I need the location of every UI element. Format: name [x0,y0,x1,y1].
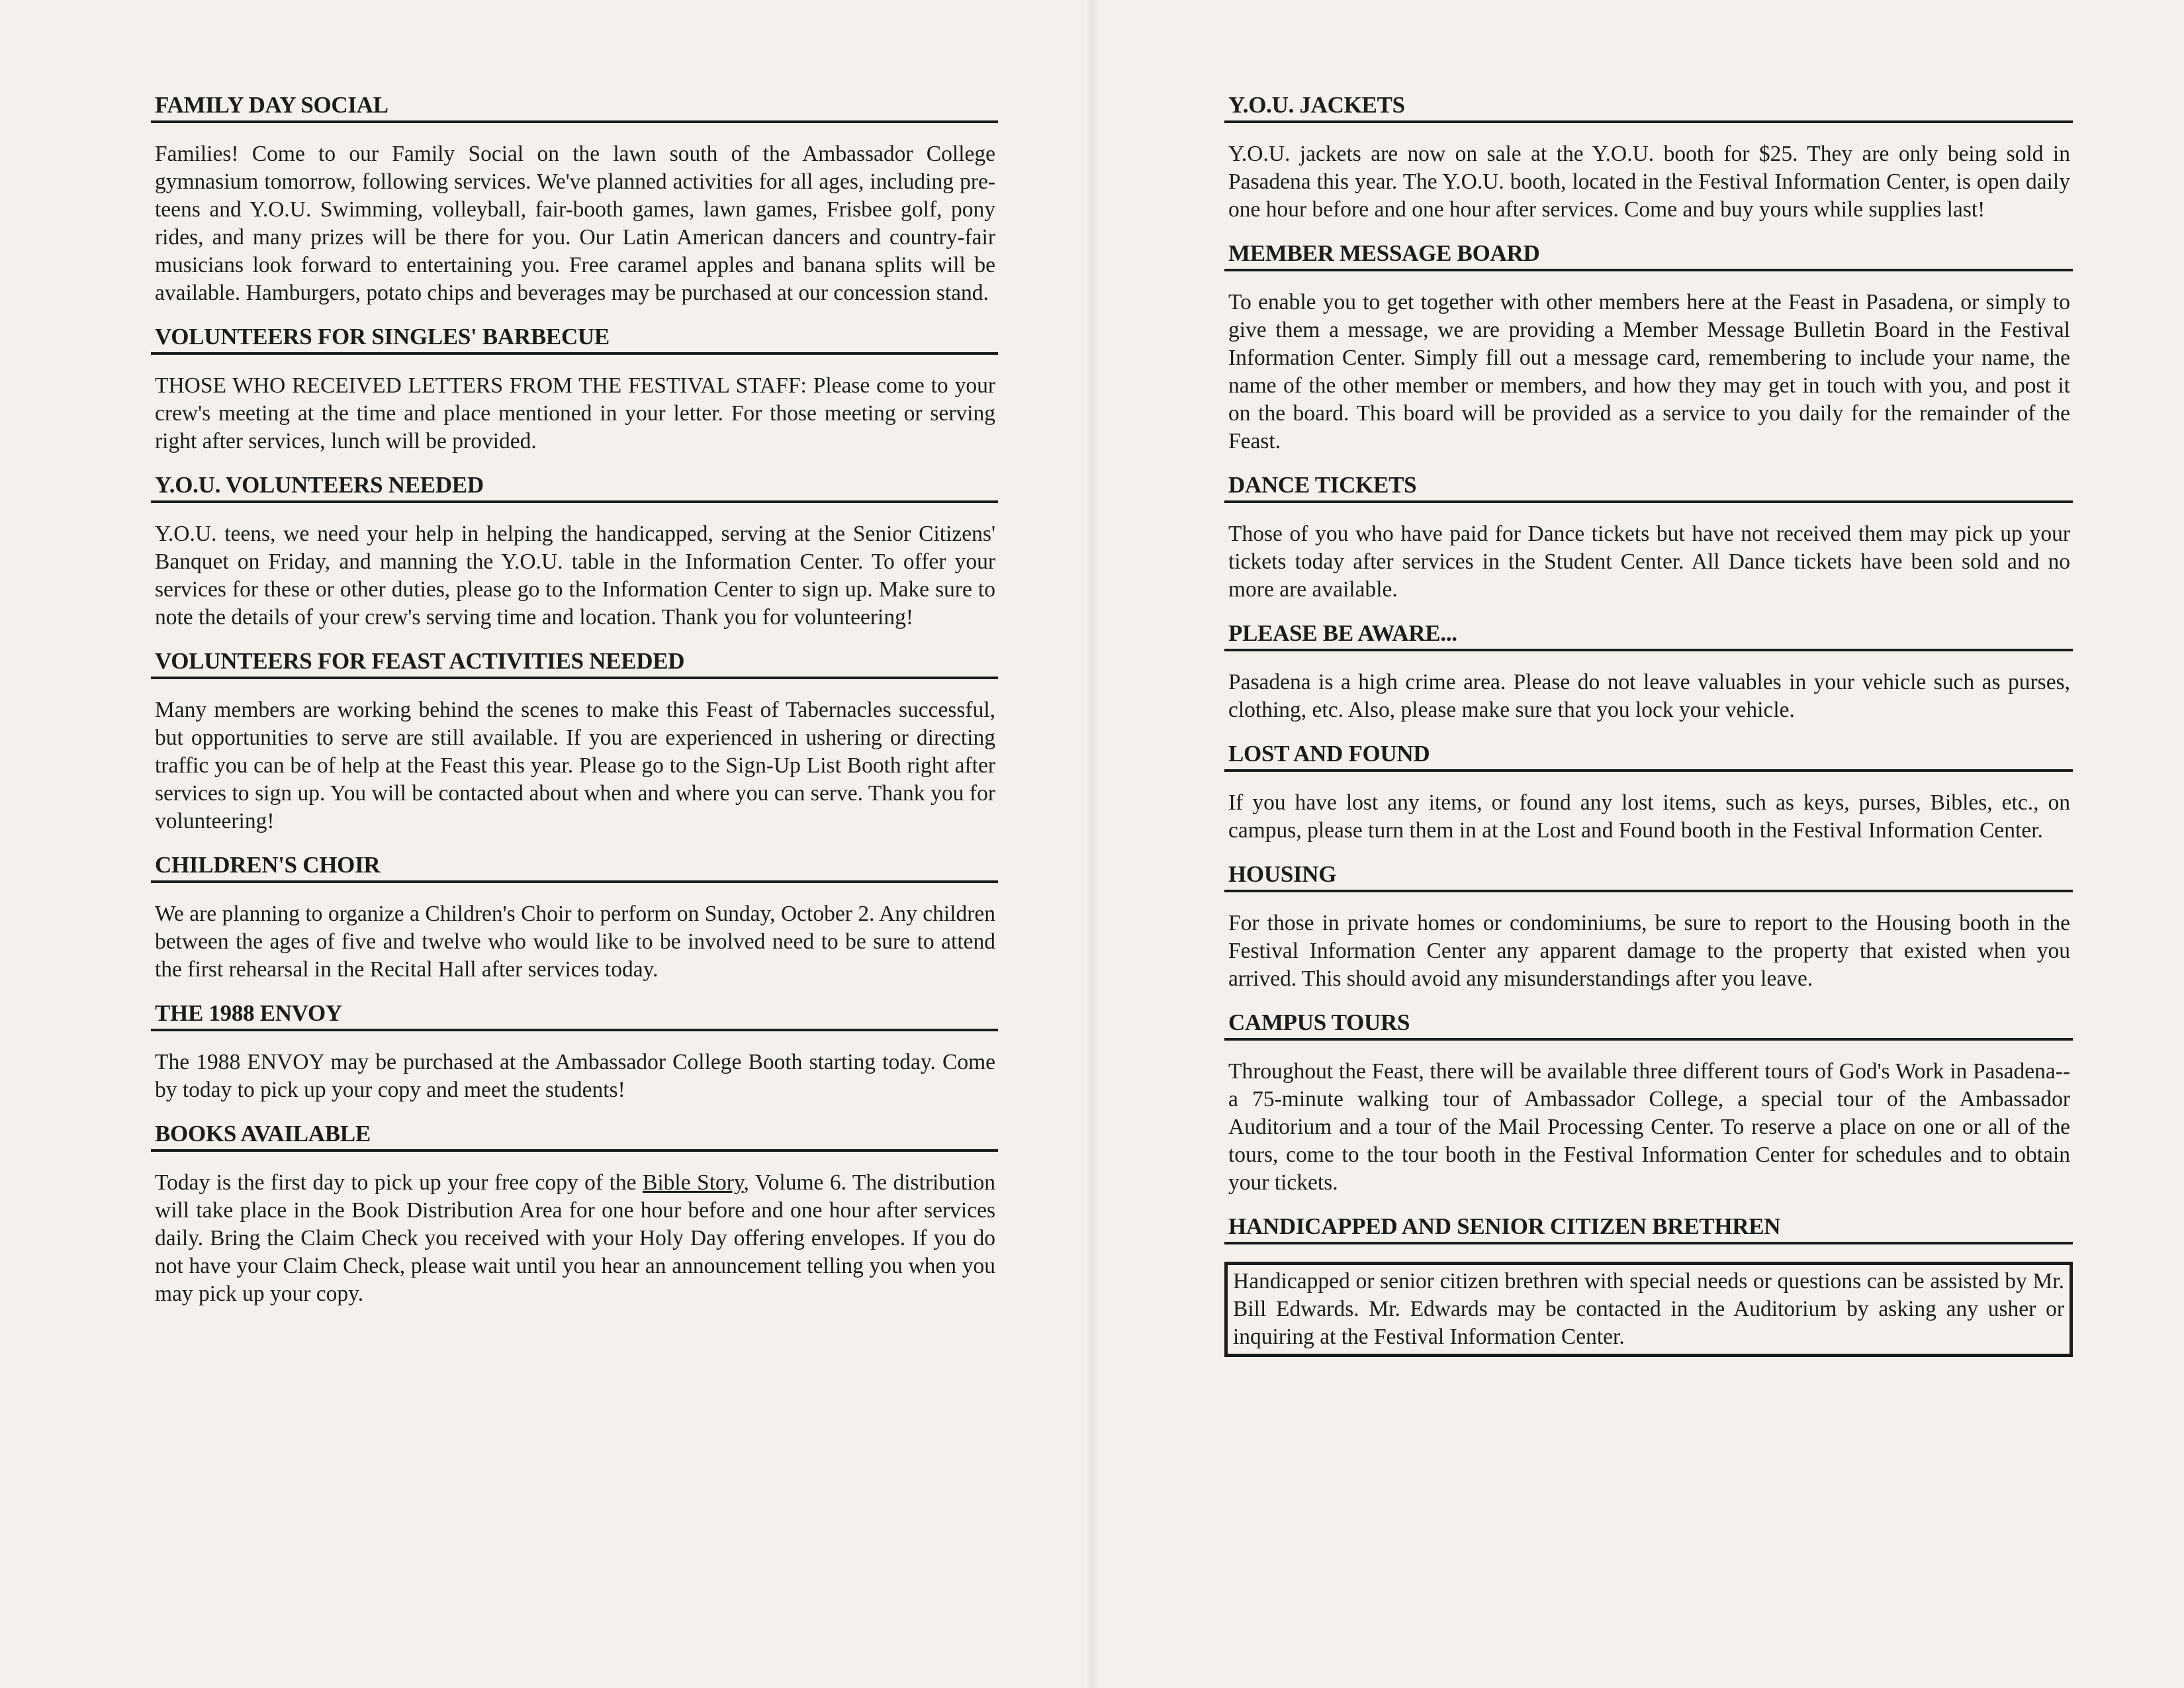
section-heading: VOLUNTEERS FOR FEAST ACTIVITIES NEEDED [151,647,998,679]
section-housing [1224,861,2073,993]
section-body: Families! Come to our Family Social on the lawn south of the Ambassador College gymnasium tomorrow, following services. We've planned activities for all ages, including pre-teens and Y.O.U. Swimming, volleyball, fair-booth games, lawn games, Frisbee golf, pony rides, and many prizes will be there for you. Our Latin American dancers and country-fair musicians look forward to entertaining you. Free caramel apples and banana splits will be available. Hamburgers, potato chips and beverages may be purchased at our concession stand. [155,142,995,305]
right-column [1224,91,2073,1373]
left-column [151,91,998,1324]
section-body: Pasadena is a high crime area. Please do not leave valuables in your vehicle such as purses, clothing, etc. Also, please make sure that you lock your vehicle. [1228,670,2070,722]
section-body: For those in private homes or condominiums, be sure to report to the Housing booth in the Festival Information Center any apparent damage to the property that existed when you arrived. This should avoid any misunderstandings after you leave. [1228,911,2070,991]
section-books-available [151,1120,998,1308]
section-body: Many members are working behind the scenes to make this Feast of Tabernacles successful, but opportunities to serve are still available. If you are experienced in ushering or directing traffic you can be of help at the Feast this year. Please go to the Sign-Up List Booth right after services to sign up. You will be contacted about when and where you can serve. Thank you for volunteering! [155,698,995,833]
section-body: If you have lost any items, or found any lost items, such as keys, purses, Bibles, etc., on campus, please turn them in at the Lost and Found booth in the Festival Information Center. [1228,790,2070,843]
section-heading: PLEASE BE AWARE... [1224,620,2073,651]
section-heading: Y.O.U. VOLUNTEERS NEEDED [151,471,998,503]
section-childrens-choir [151,851,998,984]
section-body: To enable you to get together with other members here at the Feast in Pasadena, or simply to give them a message, we are providing a Member Message Bulletin Board in the Festival Information Center. Simply fill out a message card, remembering to include your name, the name of the other member or members, and how they may get in touch with you, and post it on the board. This board will be provided as a service to you daily for the remainder of the Feast. [1228,290,2070,453]
section-body: THOSE WHO RECEIVED LETTERS FROM THE FESTIVAL STAFF: Please come to your crew's meeting at the time and place mentioned in your letter. For those meeting or serving right after services, lunch will be provided. [155,373,995,453]
section-heading: HANDICAPPED AND SENIOR CITIZEN BRETHREN [1224,1213,2073,1244]
section-body [151,1169,998,1308]
section-please-be-aware [1224,620,2073,724]
section-heading: BOOKS AVAILABLE [151,1120,998,1152]
section-you-jackets [1224,91,2073,224]
body-text-before: Today is the first day to pick up your free copy of the [155,1170,643,1195]
section-heading: Y.O.U. JACKETS [1224,91,2073,123]
section-heading: MEMBER MESSAGE BOARD [1224,240,2073,271]
section-heading: FAMILY DAY SOCIAL [151,91,998,123]
section-member-message-board [1224,240,2073,455]
book-title: Bible Story [643,1170,744,1195]
section-you-volunteers-needed [151,471,998,632]
section-dance-tickets [1224,471,2073,604]
boxed-notice: Handicapped or senior citizen brethren with special needs or questions can be assisted by Mr. Bill Edwards. Mr. Edwards may be contacted in the Auditorium by asking any usher or inquiring at the Festival Information Center. [1224,1262,2073,1357]
section-lost-and-found [1224,740,2073,845]
section-campus-tours [1224,1009,2073,1197]
section-volunteers-feast-activities [151,647,998,835]
section-1988-envoy [151,1000,998,1104]
section-body: Throughout the Feast, there will be available three different tours of God's Work in Pasadena--a 75-minute walking tour of Ambassador College, a special tour of the Ambassador Auditorium and a tour of the Mail Processing Center. To reserve a place on one or all of the tours, come to the tour booth in the Festival Information Center for schedules and to obtain your tickets. [1228,1059,2070,1195]
section-heading: HOUSING [1224,861,2073,892]
section-heading: THE 1988 ENVOY [151,1000,998,1031]
section-heading: DANCE TICKETS [1224,471,2073,503]
section-body: Y.O.U. jackets are now on sale at the Y.O.U. booth for $25. They are only being sold in Pasadena this year. The Y.O.U. booth, located in the Festival Information Center, is open daily one hour before and one hour after services. Come and buy yours while supplies last! [1228,142,2070,222]
section-volunteers-singles-barbecue [151,323,998,455]
section-heading: CAMPUS TOURS [1224,1009,2073,1041]
section-heading: LOST AND FOUND [1224,740,2073,772]
section-body: The 1988 ENVOY may be purchased at the Ambassador College Booth starting today. Come by today to pick up your copy and meet the students! [155,1050,995,1102]
section-body: Those of you who have paid for Dance tickets but have not received them may pick up your tickets today after services in the Student Center. All Dance tickets have been sold and no more are available. [1228,522,2070,602]
section-heading: VOLUNTEERS FOR SINGLES' BARBECUE [151,323,998,355]
body-text-after: , Volume 6. The distribution will take place in the Book Distribution Area for one hour before and one hour after services daily. Bring the Claim Check you received with your Holy Day offering envelopes. If you do not have your Claim Check, please wait until you hear an announcement telling you when you may pick up your copy. [155,1170,995,1306]
page-fold [1085,0,1100,1688]
section-family-day-social [151,91,998,307]
section-body: Y.O.U. teens, we need your help in helping the handicapped, serving at the Senior Citizens' Banquet on Friday, and manning the Y.O.U. table in the Information Center. To offer your services for these or other duties, please go to the Information Center to sign up. Make sure to note the details of your crew's serving time and location. Thank you for volunteering! [155,522,995,630]
section-handicapped-senior-brethren [1224,1213,2073,1357]
section-body: We are planning to organize a Children's Choir to perform on Sunday, October 2. Any children between the ages of five and twelve who would like to be involved need to be sure to attend the first rehearsal in the Recital Hall after services today. [155,902,995,982]
section-heading: CHILDREN'S CHOIR [151,851,998,883]
